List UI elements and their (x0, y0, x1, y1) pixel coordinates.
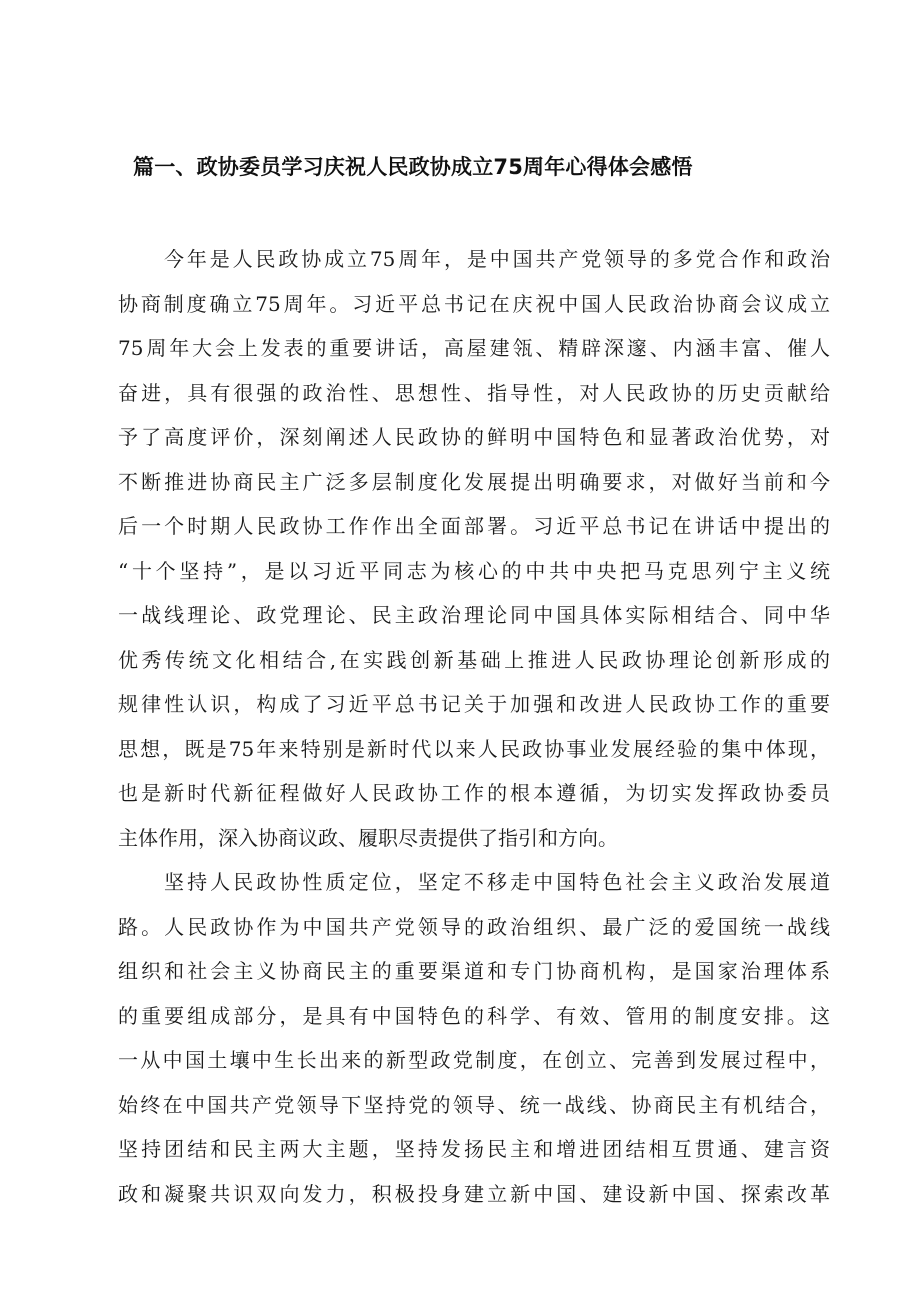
paragraph-line: 主体作用，深入协商议政、履职尽责提供了指引和方向。 (118, 825, 618, 850)
paragraph-line: 一战线理论、政党理论、民主政治理论同中国具体实际相结合、同中华 (118, 603, 830, 627)
paragraph-line: 一从中国土壤中生长出来的新型政党制度，在创立、完善到发展过程中， (118, 1048, 830, 1072)
paragraph-line: 坚持人民政协性质定位，坚定不移走中国特色社会主义政治发展道 (164, 870, 830, 894)
paragraph-line: 今年是人民政协成立75周年，是中国共产党领导的多党合作和政治 (164, 247, 830, 271)
paragraph-line: 组织和社会主义协商民主的重要渠道和专门协商机构，是国家治理体系 (118, 959, 830, 983)
document-body (118, 237, 830, 1216)
paragraph-line: 75周年大会上发表的重要讲话，高屋建瓴、精辟深邃、内涵丰富、催人 (118, 336, 830, 360)
paragraph-line: 优秀传统文化相结合,在实践创新基础上推进人民政协理论创新形成的 (118, 647, 830, 672)
paragraph-line: 奋进，具有很强的政治性、思想性、指导性，对人民政协的历史贡献给 (118, 380, 830, 405)
paragraph-line: 政和凝聚共识双向发力，积极投身建立新中国、建设新中国、探索改革 (118, 1181, 830, 1206)
paragraph-line: 规律性认识，构成了习近平总书记关于加强和改进人民政协工作的重要 (118, 692, 830, 716)
paragraph-line: 路。人民政协作为中国共产党领导的政治组织、最广泛的爱国统一战线 (118, 914, 830, 939)
paragraph-1 (118, 237, 830, 860)
paragraph-line: 后一个时期人民政协工作作出全面部署。习近平总书记在讲话中提出的 (118, 514, 830, 538)
paragraph-line: 协商制度确立75周年。习近平总书记在庆祝中国人民政治协商会议成立 (118, 291, 830, 316)
paragraph-line: 也是新时代新征程做好人民政协工作的根本遵循，为切实发挥政协委员 (118, 781, 830, 805)
paragraph-line: “十个坚持”，是以习近平同志为核心的中共中央把马克思列宁主义统 (118, 558, 830, 583)
document-title: 篇一、政协委员学习庆祝人民政协成立75周年心得体会感悟 (133, 155, 693, 179)
paragraph-line: 坚持团结和民主两大主题，坚持发扬民主和增进团结相互贯通、建言资 (118, 1137, 830, 1161)
paragraph-2 (118, 860, 830, 1216)
paragraph-line: 始终在中国共产党领导下坚持党的领导、统一战线、协商民主有机结合， (118, 1092, 830, 1117)
paragraph-line: 思想，既是75年来特别是新时代以来人民政协事业发展经验的集中体现， (118, 736, 830, 761)
paragraph-line: 不断推进协商民主广泛多层制度化发展提出明确要求，对做好当前和今 (118, 469, 830, 494)
paragraph-line: 予了高度评价，深刻阐述人民政协的鲜明中国特色和显著政治优势，对 (118, 425, 830, 449)
paragraph-line: 的重要组成部分，是具有中国特色的科学、有效、管用的制度安排。这 (118, 1003, 830, 1028)
